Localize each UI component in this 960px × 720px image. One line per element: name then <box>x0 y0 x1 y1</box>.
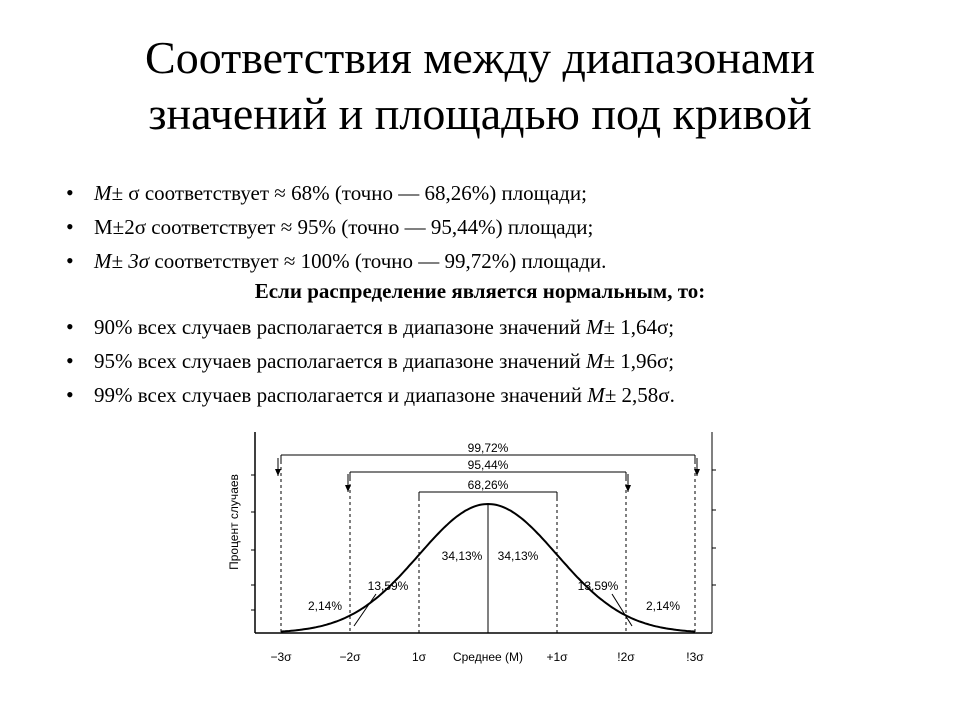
x-tick-label: Среднее (М) <box>452 650 524 664</box>
bracket-label: 99,72% <box>467 441 509 455</box>
bullet-sigma: σ <box>134 215 147 239</box>
bullet-text: 95% всех случаев располагается в диапазоне значений <box>94 349 586 373</box>
bullet-dot-icon: • <box>66 382 74 407</box>
region-label: 13,59% <box>577 579 619 593</box>
x-tick-label: !2σ <box>617 650 635 664</box>
bullet-value: 2,58σ. <box>616 383 675 407</box>
region-label: 2,14% <box>645 599 681 613</box>
region-label: 2,14% <box>307 599 343 613</box>
bullet-text: соответствует ≈ 68% (точно — 68,26%) площади; <box>139 181 587 205</box>
bullet-text: соответствует ≈ 95% (точно — 95,44%) площади; <box>146 215 594 239</box>
x-tick-label: 1σ <box>411 650 427 664</box>
bullet-mean: M±2 <box>94 215 135 239</box>
bracket-label: 95,44% <box>467 458 509 472</box>
region-label: 13,59% <box>367 579 409 593</box>
title-line-1: Соответствия между диапазонами <box>145 32 815 83</box>
x-tick-label: !3σ <box>686 650 704 664</box>
bullet-value: 1,64σ; <box>614 315 675 339</box>
x-tick-label: −2σ <box>339 650 361 664</box>
x-tick-label: +1σ <box>546 650 568 664</box>
bullet-mean: M± <box>585 349 615 373</box>
bullet-dot-icon: • <box>66 248 74 273</box>
title-line-2: значений и площадью под кривой <box>148 88 812 139</box>
bullet-sigma: σ <box>123 181 140 205</box>
bullet-text: 99% всех случаев располагается и диапазоне значений <box>94 383 588 407</box>
bullet-mean: M± <box>94 181 124 205</box>
bullet-dot-icon: • <box>66 314 74 339</box>
bullet-dot-icon: • <box>66 180 74 205</box>
bullet-mean: M± <box>585 315 615 339</box>
bullet-sigma: σ <box>138 249 150 273</box>
bullet-mean: M± <box>587 383 617 407</box>
region-label: 34,13% <box>441 549 483 563</box>
normal-distribution-heading: Если распределение является нормальным, то: <box>254 279 706 303</box>
bullet-text: 90% всех случаев располагается в диапазоне значений <box>94 315 586 339</box>
bullet-mean: M± 3 <box>94 249 139 273</box>
bullet-text: соответствует ≈ 100% (точно — 99,72%) площади. <box>149 249 607 273</box>
arrow-head <box>275 469 281 476</box>
bullet-dot-icon: • <box>66 348 74 373</box>
bullet-dot-icon: • <box>66 214 74 239</box>
y-axis-label: Процент случаев <box>227 474 241 570</box>
leader-line <box>354 594 376 626</box>
region-label: 34,13% <box>497 549 539 563</box>
bullet-value: 1,96σ; <box>614 349 675 373</box>
bracket-label: 68,26% <box>467 478 509 492</box>
x-tick-label: −3σ <box>270 650 292 664</box>
